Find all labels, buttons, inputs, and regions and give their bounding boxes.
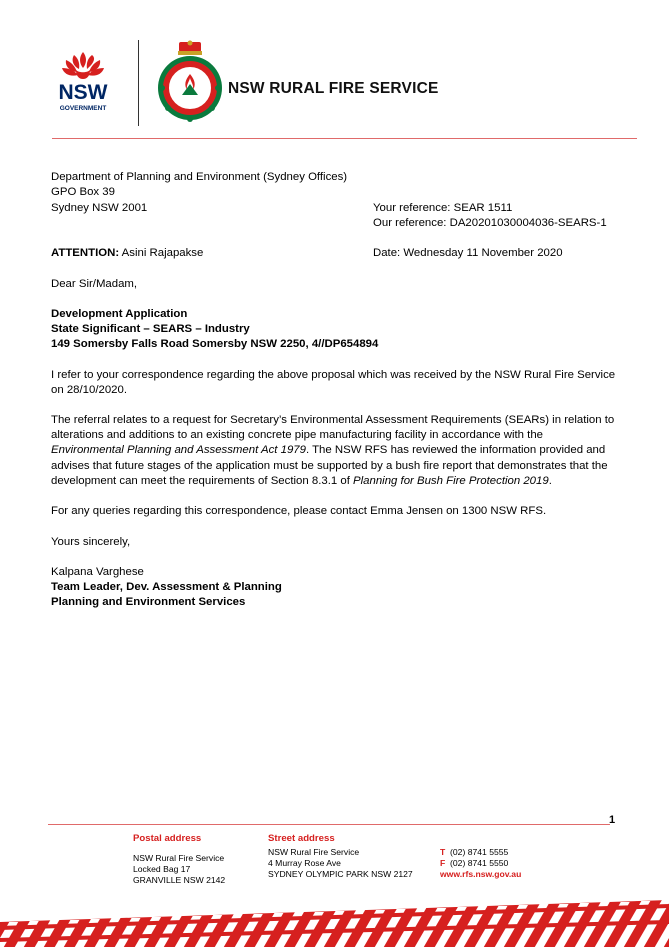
signatory-department: Planning and Environment Services xyxy=(51,596,246,608)
closing: Yours sincerely, xyxy=(51,536,131,548)
paragraph-3: For any queries regarding this correspondence, please contact Emma Jensen on 1300 NSW RFS. xyxy=(51,505,547,517)
postal-line-3: GRANVILLE NSW 2142 xyxy=(133,874,226,885)
paragraph-2-line-4: advises that future stages of the application must be supported by a bush fire report that demonstrates that the xyxy=(51,460,608,472)
addressee-line-1: Department of Planning and Environment (Sydney Offices) xyxy=(51,171,348,183)
letter-date: Date: Wednesday 11 November 2020 xyxy=(373,247,563,259)
signatory-title: Team Leader, Dev. Assessment & Planning xyxy=(51,581,282,593)
salutation: Dear Sir/Madam, xyxy=(51,278,138,290)
street-address-label: Street address xyxy=(268,833,335,844)
phone-line xyxy=(440,847,521,858)
nsw-logo-text: NSW xyxy=(58,81,108,104)
your-reference: Your reference: SEAR 1511 xyxy=(373,202,513,214)
website-link[interactable]: www.rfs.nsw.gov.au xyxy=(440,868,522,879)
subject-line-2: State Significant – SEARS – Industry xyxy=(51,323,250,335)
paragraph-2-line-2: alterations and additions to an existing concrete pipe manufacturing facility in accordance with the xyxy=(51,429,543,441)
postal-address-label: Postal address xyxy=(133,833,202,844)
signatory-name: Kalpana Varghese xyxy=(51,566,144,578)
pbp-title: Planning for Bush Fire Protection 2019 xyxy=(353,475,549,487)
paragraph-1-line-1: I refer to your correspondence regarding the above proposal which was received by the NSW Rural Fire Service xyxy=(51,369,616,381)
footer-stripe-band xyxy=(0,886,669,947)
rfs-badge-icon xyxy=(154,40,226,122)
page-number: 1 xyxy=(609,814,616,826)
paragraph-1-line-2: on 28/10/2020. xyxy=(51,384,128,396)
street-line-1: NSW Rural Fire Service xyxy=(268,847,360,857)
addressee-line-3: Sydney NSW 2001 xyxy=(51,202,148,214)
paragraph-2-line-5 xyxy=(51,474,552,489)
postal-line-2: Locked Bag 17 xyxy=(133,863,191,874)
paragraph-2-line-5-start: development can meet the requirements of Section 8.3.1 of xyxy=(51,475,354,487)
footer-rule xyxy=(48,824,610,825)
paragraph-2-line-5-end: . xyxy=(548,475,552,487)
attention-name: Asini Rajapakse xyxy=(119,247,204,259)
street-line-3: SYDNEY OLYMPIC PARK NSW 2127 xyxy=(268,868,413,879)
paragraph-2-line-3 xyxy=(51,443,605,458)
fax-prefix: F xyxy=(440,857,446,868)
our-reference: Our reference: DA20201030004036-SEARS-1 xyxy=(373,217,607,229)
fax-number: (02) 8741 5550 xyxy=(450,857,509,868)
nsw-logo-subtext: GOVERNMENT xyxy=(59,105,107,112)
header-divider xyxy=(138,40,139,126)
street-address xyxy=(268,847,413,879)
addressee-line-2: GPO Box 39 xyxy=(51,186,115,198)
subject-line-1: Development Application xyxy=(51,308,188,320)
street-line-2: 4 Murray Rose Ave xyxy=(268,857,341,868)
paragraph-2-line-3-rest: . The NSW RFS has reviewed the information provided and xyxy=(305,444,606,456)
act-title: Environmental Planning and Assessment Act 1979 xyxy=(51,444,306,456)
header-rule xyxy=(52,138,637,139)
phone-prefix: T xyxy=(440,847,446,857)
phone-number: (02) 8741 5555 xyxy=(450,847,509,857)
contact-details xyxy=(440,847,521,879)
rfs-title: NSW RURAL FIRE SERVICE xyxy=(228,80,439,97)
postal-address xyxy=(133,853,225,885)
postal-line-1: NSW Rural Fire Service xyxy=(133,853,225,863)
fax-line xyxy=(440,858,521,869)
paragraph-2-line-1: The referral relates to a request for Secretary’s Environmental Assessment Requirements (SEARs) in relation to xyxy=(51,414,615,426)
attention-line xyxy=(51,246,203,261)
subject-line-3: 149 Somersby Falls Road Somersby NSW 2250, 4//DP654894 xyxy=(51,338,379,350)
attention-label: ATTENTION: xyxy=(51,247,120,259)
